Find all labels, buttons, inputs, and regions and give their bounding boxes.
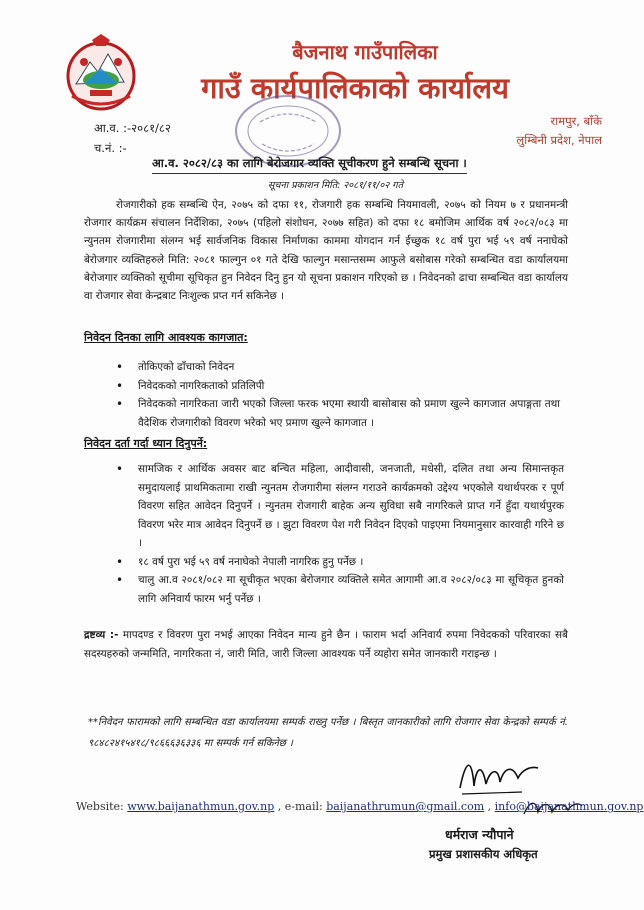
office-address [516, 112, 602, 150]
website-label: Website: [76, 800, 124, 813]
website-link[interactable]: www.baijanathmun.gov.np [127, 800, 275, 813]
documents-list [112, 358, 560, 432]
dispatch-number: च.नं. :- [94, 141, 127, 155]
email-label: , e-mail: [277, 800, 323, 813]
email-link-2[interactable]: info@baijanathmun.gov.np [494, 800, 644, 813]
office-title: गाउँ कार्यपालिकाको कार्यालय [201, 71, 509, 105]
fiscal-year-ref: आ.व. :-२०८१/८२ [94, 121, 171, 135]
note-label: द्रष्टव्य :- [84, 629, 119, 641]
contact-footnote: **निवेदन फारामको लागि सम्बन्धित वडा कार्यालयमा सम्पर्क राख्नु पर्नेछ । बिस्तृत जानकारीको लागि रोजगार सेवा केन्द्रको सम्पर्क नं. ९८४८२४१५४१८/९८६६६३६३३६ मा सम्पर्क गर्न सकिनेछ । [88, 717, 568, 749]
list-item: • निवेदकको नागरिकता जारी भएको जिल्ला फरक भएमा स्थायी बासोबास को प्रमाण खुल्ने कागजात अपाङ्गता तथा वैदेशिक रोजगारीको विवरण भरेको भए प्रमाण खुल्ने कागजात । [112, 395, 560, 432]
office-name: बैजनाथ गाउँपालिका [292, 40, 438, 64]
nepal-emblem-icon [62, 32, 140, 114]
notice-body-text: रोजगारीको हक सम्बन्धि ऐन, २०७५ को दफा ११, रोजगारी हक सम्बन्धि नियमावली, २०७५ को नियम ७ र प्रधानमन्त्री रोजगार कार्यक्रम संचालन निर्देशिका, २०७५ (पहिलो संशोधन, २०७७ सहित) को दफा १८ बमोजिम आर्थिक वर्ष २०८२/०८३ मा न्युनतम रोजगारीमा संलग्न भई सार्वजनिक विकास निर्माणका काममा योगदान गर्न ईच्छुक १८ वर्ष पुरा भई ५९ वर्ष ननाघेको बेरोजगार व्यक्तिहरुले मिति: २०८१ फाल्गुन ०१ गते देखि फाल्गुन मसान्तसम्म आफुले बसोबास गरेको सम्बन्धित वडा कार्यालयमा बेरोजगार व्यक्तिको सूचीमा सूचिकृत हुन निवेदन दिनु हुन यो सूचना प्रकाशन गरिएको छ । निवेदनको ढाचा सम्बन्धित वडा कार्यालय वा रोजगार सेवा केन्द्रबाट निःशुल्क प्रप्त गर्न सकिनेछ । [84, 199, 568, 303]
list-item: • तोकिएको ढाँचाको निवेदन [112, 358, 560, 377]
address-line-2: लुम्बिनी प्रदेश, नेपाल [516, 133, 602, 147]
attention-heading: निवेदन दर्ता गर्दा ध्यान दिनुपर्ने: [84, 437, 208, 450]
list-item: • चालु आ.व २०८१/०८२ मा सूचीकृत भएका बेरोजगार व्यक्तिले समेत आगामी आ.व २०८२/०८३ मा सूचिकृत हुनको लागि अनिवार्य फारम भर्नु पर्नेछ । [112, 571, 564, 608]
notice-body [84, 196, 568, 305]
list-item: • १८ वर्ष पुरा भई ५९ वर्ष ननाघेको नेपाली नागरिक हुनु पर्नेछ । [112, 553, 564, 572]
notice-subject: आ.व. २०८२/८३ का लागि बेरोजगार व्यक्ति सूचीकरण हुने सम्बन्धि सूचना । [152, 156, 467, 174]
contact-line [76, 800, 643, 813]
attention-list [112, 460, 564, 608]
list-item: • निवेदकको नागरिकताको प्रतिलिपी [112, 377, 560, 396]
signer-name: धर्मराज न्यौपाने [445, 827, 514, 842]
email-link-1[interactable]: baijanathrumun@gmail.com [326, 800, 485, 813]
email-separator: , [487, 800, 492, 813]
reference-block [94, 118, 171, 158]
note-text: मापदण्ड र विवरण पुरा नभई आएका निवेदन मान्य हुने छैन । फाराम भर्दा अनिवार्य रुपमा निवेदकको परिवारका सबै सदस्यहरुको जन्ममिति, नागरिकता नं, जारी मिति, जारी जिल्ला आवश्यक पर्ने व्यहोरा समेत जानकारी गराइन्छ । [84, 629, 568, 660]
address-line-1: रामपुर, बाँके [550, 114, 602, 128]
note-block [84, 626, 568, 663]
published-date: सूचना प्रकाशन मिति: २०८१/११/०२ गते [268, 180, 404, 191]
documents-heading: निवेदन दिनका लागि आवश्यक कागजात: [84, 331, 248, 344]
signer-title: प्रमुख प्रशासकीय अधिकृत [429, 847, 538, 861]
list-item: • सामजिक र आर्थिक अवसर बाट बन्चित महिला, आदीवासी, जनजाती, मधेसी, दलित तथा अन्य सिमान्तकृत समुदायलाई प्राथमिकतामा राखी न्युनतम रोजगारीमा संलग्न गराउने कार्यक्रमको उद्देश्य भएकोले यथार्थपरक र पूर्ण विवरण सहित आवेदन दिनुपर्ने । न्युनतम रोजगारी बाहेक अन्य सुविधा सबै नागरिकले प्राप्त गर्ने हुँदा यथार्थपुरक विवरण भरेर मात्र आवेदन दिनुपर्ने छ । झुटा विवरण पेश गरी निवेदन दिएको पाइएमा नियमानुसार कारवाही गरिने छ । [112, 460, 564, 553]
